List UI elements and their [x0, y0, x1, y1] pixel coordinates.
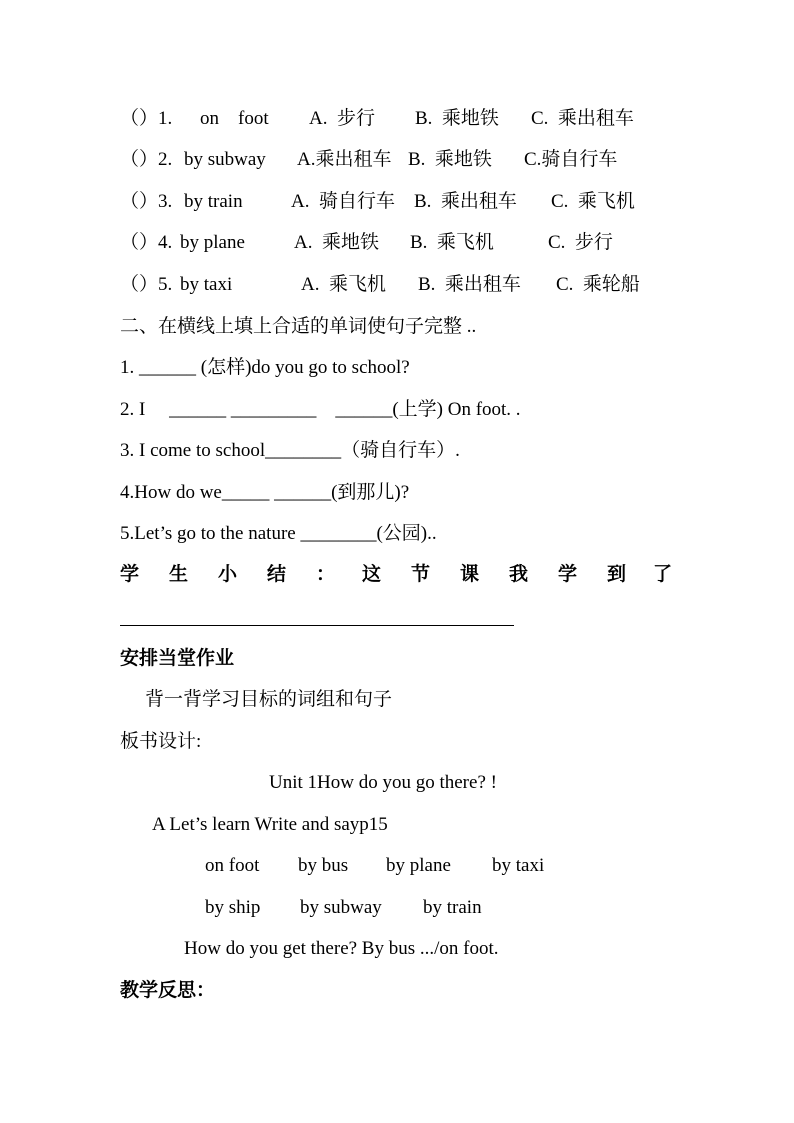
board-phrase: by plane: [386, 855, 451, 876]
row-number: （）5.: [120, 274, 173, 295]
board-subtitle: A Let’s learn Write and sayp15: [152, 814, 388, 835]
board-phrase: on foot: [205, 855, 260, 876]
summary-char: 到: [607, 564, 627, 585]
fill-blank-item: 2. I ______ _________ ______(上学) On foot. .: [120, 399, 521, 420]
row-phrase: by plane: [180, 232, 245, 253]
board-heading: 板书设计:: [120, 731, 202, 752]
summary-char: 了: [653, 564, 673, 585]
row-phrase: by train: [184, 191, 243, 212]
board-title: Unit 1How do you go there? !: [269, 772, 497, 793]
option-a: A. 骑自行车: [291, 191, 395, 212]
option-b: B. 乘出租车: [418, 274, 521, 295]
summary-char: 我: [509, 564, 529, 585]
summary-char: ：: [316, 564, 336, 585]
option-b: B. 乘出租车: [414, 191, 517, 212]
option-b: B. 乘地铁: [415, 108, 499, 129]
fill-blank-item: 3. I come to school________（骑自行车）.: [120, 440, 460, 461]
summary-char: 节: [411, 564, 431, 585]
homework-text: 背一背学习目标的词组和句子: [145, 689, 393, 710]
fill-blank-item: 5.Let’s go to the nature ________(公园)..: [120, 523, 437, 544]
summary-char: 小: [218, 564, 238, 585]
summary-char: 结: [267, 564, 287, 585]
fill-blank-item: 1. ______ (怎样)do you go to school?: [120, 357, 410, 378]
option-a: A. 乘飞机: [301, 274, 386, 295]
option-a: A. 乘地铁: [294, 232, 379, 253]
summary-char: 课: [460, 564, 480, 585]
board-phrase: by taxi: [492, 855, 545, 876]
row-number: （）2.: [120, 149, 173, 170]
option-c: C. 乘飞机: [551, 191, 635, 212]
row-number: （）4.: [120, 232, 173, 253]
answer-underline: [120, 625, 514, 626]
summary-char: 这: [362, 564, 382, 585]
row-number: （）3.: [120, 191, 173, 212]
option-c: C. 乘轮船: [556, 274, 640, 295]
board-phrase: by train: [423, 897, 482, 918]
option-c: C.骑自行车: [524, 149, 618, 170]
reflection-heading: 教学反思：: [120, 980, 216, 1001]
homework-heading: 安排当堂作业: [120, 648, 235, 669]
board-phrase: by subway: [300, 897, 382, 918]
row-number: （）1.: [120, 108, 173, 129]
row-phrase: by subway: [184, 149, 266, 170]
board-phrase: by ship: [205, 897, 261, 918]
row-phrase: on foot: [200, 108, 269, 129]
option-b: B. 乘飞机: [410, 232, 494, 253]
option-c: C. 步行: [548, 232, 613, 253]
option-a: A.乘出租车: [297, 149, 392, 170]
summary-char: 学: [558, 564, 578, 585]
board-phrase: by bus: [298, 855, 349, 876]
summary-char: 学: [120, 564, 140, 585]
student-summary: [120, 563, 672, 587]
option-b: B. 乘地铁: [408, 149, 492, 170]
summary-char: 生: [169, 564, 189, 585]
option-a: A. 步行: [309, 108, 375, 129]
board-sentence: How do you get there? By bus .../on foot.: [184, 938, 499, 959]
row-phrase: by taxi: [180, 274, 233, 295]
fill-blank-item: 4.How do we_____ ______(到那儿)?: [120, 482, 410, 503]
fill-blank-heading: 二、在横线上填上合适的单词使句子完整 ..: [120, 316, 477, 337]
option-c: C. 乘出租车: [531, 108, 634, 129]
